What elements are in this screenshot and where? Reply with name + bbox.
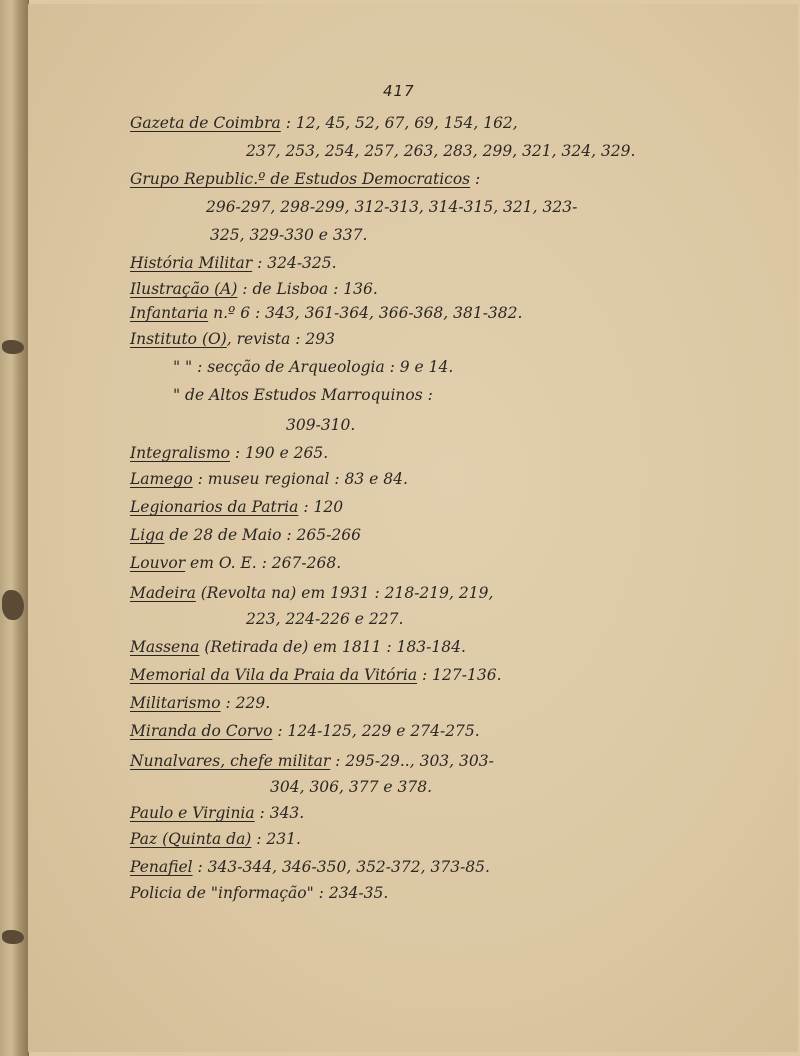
index-line	[130, 554, 341, 572]
index-heading: Integralismo	[130, 444, 230, 462]
index-line	[130, 254, 337, 272]
paper-tear-mark	[2, 590, 24, 620]
index-heading: Paulo e Virginia	[130, 804, 255, 822]
paper-tear-mark	[2, 340, 24, 354]
index-line	[130, 470, 408, 488]
index-refs: : 124-125, 229 e 274-275.	[272, 722, 480, 740]
index-line	[130, 114, 518, 132]
index-heading: Policia de "informação"	[130, 884, 314, 902]
index-heading: Memorial da Vila da Praia da Vitória	[130, 666, 418, 684]
index-refs: , revista : 293	[226, 330, 335, 348]
index-heading: Miranda do Corvo	[130, 722, 273, 740]
index-refs: (Retirada de) em 1811 : 183-184.	[199, 638, 466, 656]
index-refs: 223, 224-226 e 227.	[246, 610, 404, 628]
index-line	[130, 884, 388, 902]
index-refs: " " : secção de Arqueologia : 9 e 14.	[173, 358, 454, 376]
index-refs: : museu regional : 83 e 84.	[192, 470, 408, 488]
index-refs: : 127-136.	[417, 666, 502, 684]
index-refs: " de Altos Estudos Marroquinos :	[173, 386, 433, 404]
paper-tear-mark	[2, 930, 24, 944]
index-heading: Instituto (O)	[130, 330, 227, 348]
index-refs: de 28 de Maio : 265-266	[164, 526, 361, 544]
index-line	[130, 170, 480, 188]
index-refs: 309-310.	[286, 416, 356, 434]
index-line	[210, 226, 367, 244]
index-heading: Gazeta de Coimbra	[130, 114, 281, 132]
index-line	[130, 830, 301, 848]
index-refs: 325, 329-330 e 337.	[210, 226, 368, 244]
index-line	[130, 280, 378, 298]
index-refs: : 231.	[251, 830, 301, 848]
index-line	[130, 858, 490, 876]
index-sheet	[28, 4, 798, 1052]
index-refs: em O. E. : 267-268.	[185, 554, 342, 572]
index-heading: Paz (Quinta da)	[130, 830, 252, 848]
index-line	[246, 610, 403, 628]
index-line	[130, 666, 502, 684]
index-line	[130, 638, 466, 656]
index-heading: Legionarios da Patria	[130, 498, 299, 516]
index-line	[286, 416, 355, 434]
index-line	[246, 142, 635, 160]
index-line	[130, 526, 361, 544]
index-heading: Penafiel	[130, 858, 193, 876]
index-heading: Nunalvares, chefe militar	[130, 752, 331, 770]
index-refs: : de Lisboa : 136.	[237, 280, 378, 298]
index-refs: : 343-344, 346-350, 352-372, 373-85.	[192, 858, 490, 876]
index-line	[130, 804, 304, 822]
index-heading: Lamego	[130, 470, 193, 488]
index-line	[130, 694, 270, 712]
index-heading: Massena	[130, 638, 200, 656]
index-heading: Liga	[130, 526, 165, 544]
index-refs: :	[470, 170, 481, 188]
index-refs: 237, 253, 254, 257, 263, 283, 299, 321, 324, 329.	[246, 142, 636, 160]
index-refs: : 229.	[220, 694, 271, 712]
index-heading: Ilustração (A)	[130, 280, 238, 298]
index-refs: (Revolta na) em 1931 : 218-219, 219,	[195, 584, 494, 602]
index-refs: : 234-35.	[313, 884, 389, 902]
book-binding-edge	[0, 0, 29, 1056]
index-heading: Infantaria	[130, 304, 209, 322]
index-line	[130, 584, 493, 602]
index-refs: : 190 e 265.	[229, 444, 329, 462]
index-line	[130, 304, 522, 322]
index-heading: História Militar	[130, 254, 253, 272]
index-line	[130, 722, 480, 740]
index-line	[130, 330, 335, 348]
index-heading: Grupo Republic.º de Estudos Democraticos	[130, 170, 471, 188]
index-line	[270, 778, 432, 796]
index-refs: 304, 306, 377 e 378.	[270, 778, 433, 796]
index-refs: 296-297, 298-299, 312-313, 314-315, 321, 323-	[206, 198, 578, 216]
index-refs: : 120	[298, 498, 344, 516]
index-line	[130, 752, 494, 770]
index-refs: : 324-325.	[252, 254, 337, 272]
index-line	[173, 386, 433, 404]
index-line	[130, 498, 343, 516]
index-line	[173, 358, 453, 376]
index-heading: Louvor	[130, 554, 186, 572]
index-refs: : 343.	[254, 804, 305, 822]
page-number: 417	[383, 82, 415, 100]
index-refs: n.º 6 : 343, 361-364, 366-368, 381-382.	[208, 304, 523, 322]
index-heading: Militarismo	[130, 694, 221, 712]
index-refs: : 12, 45, 52, 67, 69, 154, 162,	[280, 114, 518, 132]
index-line	[130, 444, 328, 462]
index-heading: Madeira	[130, 584, 196, 602]
index-refs: : 295-29.., 303, 303-	[330, 752, 494, 770]
index-line	[206, 198, 577, 216]
